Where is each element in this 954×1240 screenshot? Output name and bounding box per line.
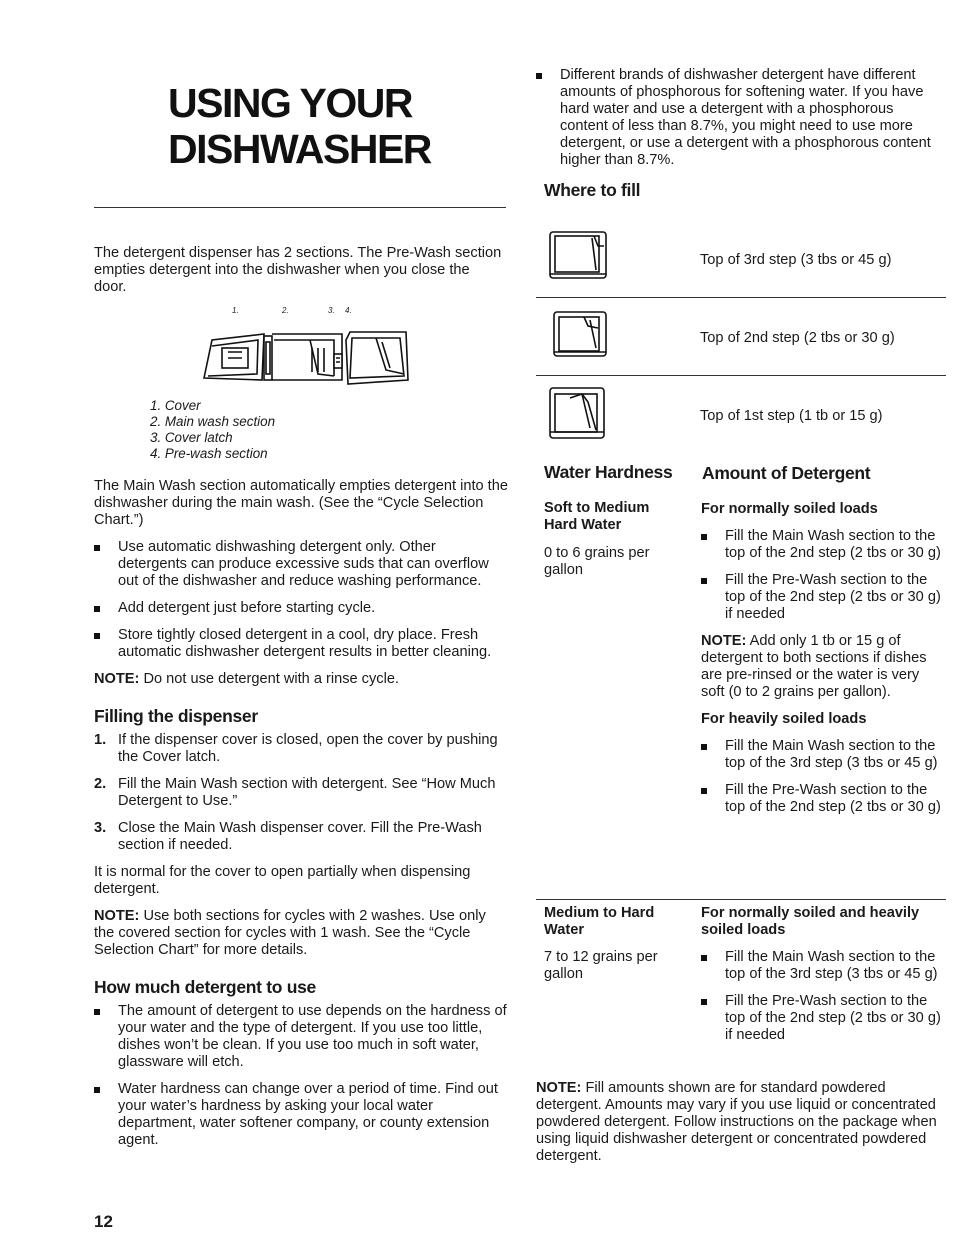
note-both-sections xyxy=(94,908,508,959)
fill-level-1-icon xyxy=(548,386,608,442)
soft-water-type: Soft to Medium Hard Water xyxy=(544,500,650,533)
list-item: Add detergent just before starting cycle. xyxy=(94,600,508,617)
diagram-number-3: 3. xyxy=(328,306,335,315)
how-much-heading: How much detergent to use xyxy=(94,977,316,997)
soft-normal-heading: For normally soiled loads xyxy=(701,501,878,517)
fill-level-1-label: Top of 1st step (1 tb or 15 g) xyxy=(700,408,883,424)
row-divider xyxy=(536,899,946,900)
list-item xyxy=(94,820,508,854)
note-text: Add only 1 tb or 15 g of detergent to both sections if dishes are pre-rinsed or the water is very soft (0 to 2 grains per gallon). xyxy=(701,633,927,700)
left-body xyxy=(94,478,508,1159)
title-line-2: DISHWASHER xyxy=(168,126,431,172)
diagram-legend xyxy=(150,398,400,462)
row-divider xyxy=(536,297,946,298)
diagram-number-2: 2. xyxy=(282,306,289,315)
dispenser-diagram xyxy=(200,300,420,395)
step-number: 3. xyxy=(94,820,107,836)
diagram-number-1: 1. xyxy=(232,306,239,315)
medium-water-detergent xyxy=(701,905,941,1054)
note-text: Use both sections for cycles with 2 washes. Use only the covered section for cycles with 1 wash. See the “Cycle Selection Chart” for more details. xyxy=(94,908,486,958)
medium-heading: For normally soiled and heavily soiled loads xyxy=(701,905,920,938)
medium-bullets xyxy=(701,949,941,1044)
note-label: NOTE: xyxy=(94,671,140,687)
soft-heavy-heading: For heavily soiled loads xyxy=(701,711,867,727)
page-number: 12 xyxy=(94,1212,113,1231)
how-much-bullet-list xyxy=(94,1003,508,1149)
list-item: Water hardness can change over a period of time. Find out your water’s hardness by asking your local water department, water softener company, or county extension agent. xyxy=(94,1081,508,1149)
list-item: Different brands of dishwasher detergent have different amounts of phosphorous for softening water. If you have hard water and use a detergent with a phosphorous content of less than 8.7%, you might need to use more detergent, or use a detergent with a phosphorous content higher than 8.7%. xyxy=(536,67,944,169)
amount-of-detergent-heading: Amount of Detergent xyxy=(702,463,871,483)
soft-normal-bullets xyxy=(701,528,941,623)
main-wash-paragraph: The Main Wash section automatically empties detergent into the dishwasher during the main wash. (See the “Cycle Selection Chart.”) xyxy=(94,478,508,528)
medium-water-range: 7 to 12 grains per gallon xyxy=(544,949,658,982)
list-item xyxy=(94,776,508,810)
fill-level-2-icon xyxy=(552,308,610,360)
dispenser-illustration xyxy=(200,318,420,395)
list-item: Fill the Pre-Wash section to the top of the 2nd step (2 tbs or 30 g) if needed xyxy=(701,993,941,1044)
note-text: Fill amounts shown are for standard powdered detergent. Amounts may vary if you use liquid or concentrated powdered detergent. Follow instructions on the package when using liquid dishwasher detergent or concentrated powdered detergent. xyxy=(536,1080,937,1164)
legend-item-cover-latch: 3. Cover latch xyxy=(150,430,233,445)
list-item: Fill the Main Wash section to the top of the 3rd step (3 tbs or 45 g) xyxy=(701,738,941,772)
note-label: NOTE: xyxy=(701,633,747,649)
title-line-1: USING YOUR xyxy=(168,80,412,126)
list-item: Fill the Main Wash section to the top of the 2nd step (2 tbs or 30 g) xyxy=(701,528,941,562)
note-rinse-cycle xyxy=(94,671,508,688)
note-text: Do not use detergent with a rinse cycle. xyxy=(139,671,399,687)
note-label: NOTE: xyxy=(94,908,140,924)
legend-item-main-wash: 2. Main wash section xyxy=(150,414,276,429)
bottom-note xyxy=(536,1080,946,1165)
water-hardness-heading: Water Hardness xyxy=(544,462,673,482)
diagram-number-4: 4. xyxy=(345,306,352,315)
list-item: Use automatic dishwashing detergent only. Other detergents can produce excessive suds that can overflow out of the dishwasher and reduce washing performance. xyxy=(94,539,508,590)
step-text: Fill the Main Wash section with detergent. See “How Much Detergent to Use.” xyxy=(118,776,496,809)
step-number: 1. xyxy=(94,732,107,748)
usage-bullet-list xyxy=(94,539,508,661)
list-item: Fill the Pre-Wash section to the top of the 2nd step (2 tbs or 30 g) xyxy=(701,782,941,816)
list-item: Fill the Main Wash section to the top of the 3rd step (3 tbs or 45 g) xyxy=(701,949,941,983)
where-to-fill-heading: Where to fill xyxy=(544,180,641,200)
step-number: 2. xyxy=(94,776,107,792)
step-text: Close the Main Wash dispenser cover. Fill the Pre-Wash section if needed. xyxy=(118,820,482,853)
page-title xyxy=(168,80,431,172)
list-item: The amount of detergent to use depends on the hardness of your water and the type of detergent. If you use too little, dishes won’t be clean. If you use too much in soft water, glassware will etch. xyxy=(94,1003,508,1071)
list-item xyxy=(94,732,508,766)
filling-steps xyxy=(94,732,508,854)
fill-level-3-label: Top of 3rd step (3 tbs or 45 g) xyxy=(700,252,892,268)
note-label: NOTE: xyxy=(536,1080,582,1096)
filling-heading: Filling the dispenser xyxy=(94,706,258,726)
soft-water-detergent xyxy=(701,501,941,826)
list-item: Fill the Pre-Wash section to the top of the 2nd step (2 tbs or 30 g) if needed xyxy=(701,572,941,623)
soft-water-range: 0 to 6 grains per gallon xyxy=(544,545,650,578)
title-divider xyxy=(94,207,506,208)
medium-water-type: Medium to Hard Water xyxy=(544,905,655,938)
soft-note xyxy=(701,633,941,701)
list-item: Store tightly closed detergent in a cool, dry place. Fresh automatic dishwasher detergent results in better cleaning. xyxy=(94,627,508,661)
step-text: If the dispenser cover is closed, open the cover by pushing the Cover latch. xyxy=(118,732,498,765)
legend-item-pre-wash: 4. Pre-wash section xyxy=(150,446,268,461)
legend-item-cover: 1. Cover xyxy=(150,398,201,413)
fill-level-2-label: Top of 2nd step (2 tbs or 30 g) xyxy=(700,330,895,346)
row-divider xyxy=(536,375,946,376)
intro-paragraph: The detergent dispenser has 2 sections. The Pre-Wash section empties detergent into the dishwasher when you close the door. xyxy=(94,245,502,295)
cover-normal-paragraph: It is normal for the cover to open partially when dispensing detergent. xyxy=(94,864,471,897)
brands-bullet-list xyxy=(536,67,944,179)
fill-level-3-icon xyxy=(548,230,610,282)
soft-heavy-bullets xyxy=(701,738,941,816)
